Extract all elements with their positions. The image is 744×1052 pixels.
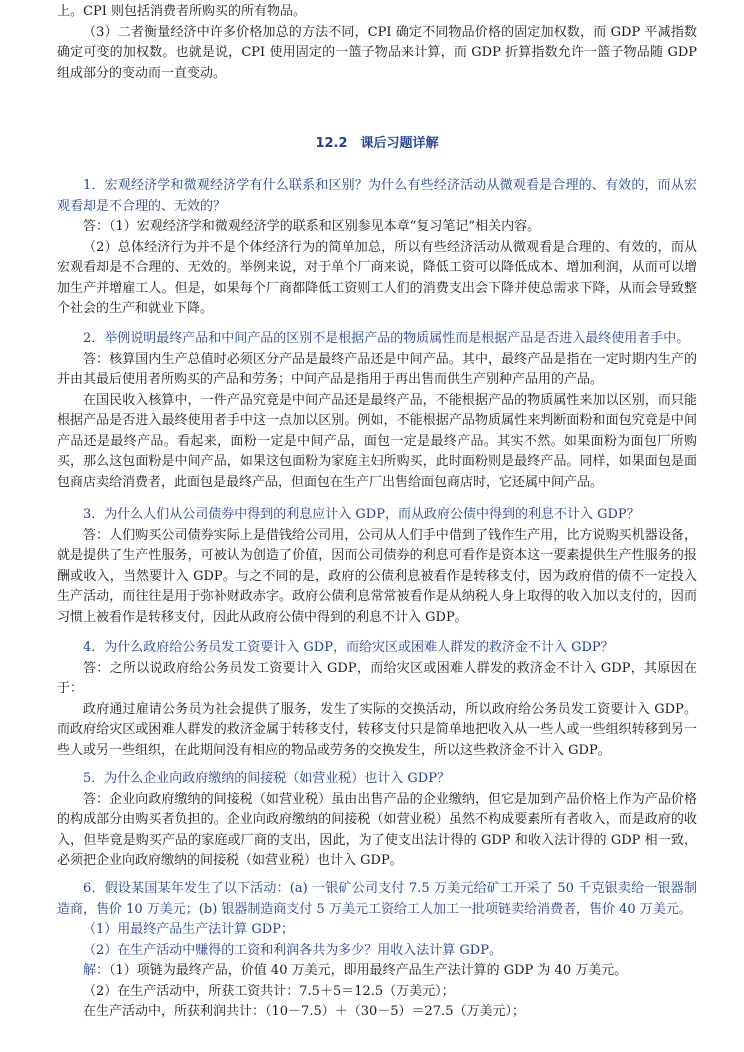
- question-2: [57, 329, 697, 493]
- q4-answer-2: 政府通过雇请公务员为社会提供了服务，发生了实际的交换活动，所以政府给公务员发工资要计入 GDP。而政府给灾区或困难人群发的救济金属于转移支付，转移支付只是简单地把收入从一些人或一些组织转移到另一些人或另一些组织，在此期间没有相应的物品或劳务的交换发生，所以这些救济金不计入 GDP。: [57, 701, 697, 758]
- q1-answer-2: （2）总体经济行为并不是个体经济行为的简单加总，所以有些经济活动从微观看是合理的、有效的，而从宏观看却是不合理的、无效的。举例来说，对于单个厂商来说，降低工资可以降低成本、增加利润，从而可以增加生产并增雇工人。但是，如果每个厂商都降低工资则工人们的消费支出会下降并使总需求下降，从而会导致整个社会的生产和就业下降。: [57, 239, 697, 316]
- question-6-text: 6．假设某国某年发生了以下活动：(a) 一银矿公司支付 7.5 万美元给矿工开采了 50 千克银卖给一银器制造商，售价 10 万美元；(b) 银器制造商支付 5 万美元工资给工人加工一批项链卖给消费者，售价 40 万美元。: [57, 881, 697, 917]
- question-4: [57, 638, 697, 761]
- q2-answer-2: 在国民收入核算中，一件产品究竟是中间产品还是最终产品，不能根据产品的物质属性来加以区别，而只能根据产品是否进入最终使用者手中这一点加以区别。例如，不能根据产品物质属性来判断面粉和面包究竟是中间产品还是最终产品。看起来，面粉一定是中间产品，面包一定是最终产品。其实不然。如果面粉为面包厂所购买，那么这包面粉是中间产品，如果这包面粉为家庭主妇所购买，此时面粉则是最终产品。同样，如果面包是面包商店卖给消费者，此面包是最终产品，但面包在生产厂出售给面包商店时，它还属中间产品。: [57, 392, 697, 490]
- question-5: [57, 769, 697, 872]
- q5-answer-1: 企业向政府缴纳的间接税（如营业税）虽由出售产品的企业缴纳，但它是加到产品价格上作为产品价格的构成部分由购买者负担的。企业向政府缴纳的间接税（如营业税）虽然不构成要素所有者收入，而是政府的收入，但毕竟是购买产品的家庭或厂商的支出，因此，为了使支出法计得的 GDP 和收入法计得的 GDP 相一致，必须把企业向政府缴纳的间接税（如营业税）也计入 GDP。: [57, 791, 697, 868]
- question-5-text: 5．为什么企业向政府缴纳的间接税（如营业税）也计入 GDP？: [83, 771, 450, 786]
- q3-answer-1: 人们购买公司债券实际上是借钱给公司用，公司从人们手中借到了钱作生产用，比方说购买机器设备，就是提供了生产性服务，可被认为创造了价值，因而公司债券的利息可看作是资本这一要素提供生产性服务的报酬或收入，当然要计入 GDP。与之不同的是，政府的公债利息被看作是转移支付，因为政府借的债不一定投入生产活动，而往往是用于弥补财政赤字。政府公债利息常常被看作是从纳税人身上取得的收入加以支付的，因而习惯上被看作是转移支付，因此从政府公债中得到的利息不计入 GDP。: [57, 527, 697, 625]
- question-6-sub-1: （1）用最终产品生产法计算 GDP；: [83, 922, 294, 937]
- section-title: 12.2 课后习题详解: [315, 136, 439, 151]
- question-1-text: 1．宏观经济学和微观经济学有什么联系和区别？为什么有些经济活动从微观看是合理的、有效的，而从宏观看却是不合理的、无效的？: [57, 178, 697, 214]
- intro-paragraph-1: 上。CPI 则包括消费者所购买的所有物品。: [57, 4, 306, 19]
- q2-answer-1: 核算国内生产总值时必须区分产品是最终产品还是中间产品。其中，最终产品是指在一定时期内生产的并由其最后使用者所购买的产品和劳务；中间产品是指用于再出售而供生产别种产品用的产品。: [57, 351, 697, 387]
- intro-section: [57, 2, 697, 84]
- q4-answer-1: 之所以说政府给公务员发工资要计入 GDP，而给灾区或困难人群发的救济金不计入 GDP，其原因在于：: [57, 660, 697, 696]
- intro-paragraph-2: （3）二者衡量经济中许多价格加总的方法不同，CPI 确定不同物品价格的固定加权数，而 GDP 平减指数确定可变的加权数。也就是说，CPI 使用固定的一篮子物品来计算，而 GDP 折算指数允许一篮子物品随 GDP 组成部分的变动而一直变动。: [57, 24, 697, 81]
- answer-label: 答：: [83, 219, 110, 234]
- answer-label: 答：: [83, 791, 110, 807]
- question-1: [57, 176, 697, 320]
- answer-label: 答：: [83, 351, 110, 367]
- q6-answer-2: （2）在生产活动中，所获工资共计：7.5＋5＝12.5（万美元）；: [83, 983, 455, 999]
- question-2-text: 2．举例说明最终产品和中间产品的区别不是根据产品的物质属性而是根据产品是否进入最终使用者手中。: [83, 331, 690, 346]
- question-3-text: 3．为什么人们从公司债券中得到的利息应计入 GDP，而从政府公债中得到的利息不计入 GDP？: [83, 507, 640, 522]
- question-6: [57, 879, 697, 1023]
- answer-label: 答：: [83, 660, 110, 676]
- q1-answer-1: （1）宏观经济学和微观经济学的联系和区别参见本章“复习笔记”相关内容。: [109, 219, 541, 234]
- solution-label: 解：: [83, 963, 110, 978]
- question-3: [57, 505, 697, 628]
- answer-label: 答：: [83, 527, 110, 543]
- question-4-text: 4．为什么政府给公务员发工资要计入 GDP，而给灾区或困难人群发的救济金不计入 GDP？: [83, 640, 614, 655]
- question-6-sub-2: （2）在生产活动中赚得的工资和利润各共为多少？用收入法计算 GDP。: [83, 942, 502, 958]
- q6-answer-1: （1）项链为最终产品，价值 40 万美元，即用最终产品生产法计算的 GDP 为 40 万美元。: [109, 963, 628, 978]
- q6-answer-3: 在生产活动中，所获利润共计：（10－7.5）＋（30－5）＝27.5（万美元）；: [83, 1004, 525, 1019]
